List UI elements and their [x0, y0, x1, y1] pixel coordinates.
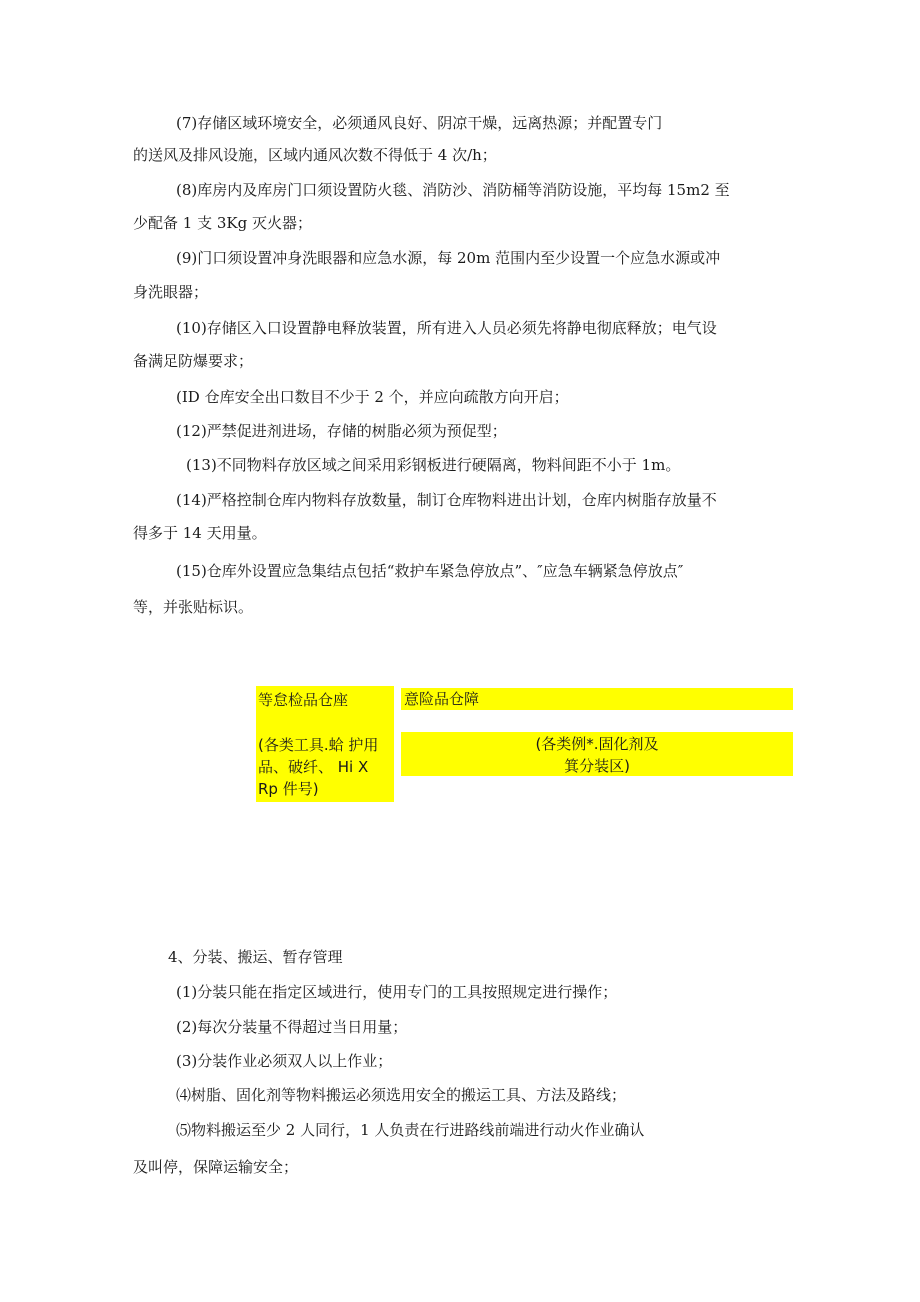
paragraph-line: 的送风及排风设施，区域内通风次数不得低于 4 次/h；: [133, 146, 497, 164]
paragraph-line: (8)库房内及库房门口须设置防火毯、消防沙、消防桶等消防设施，平均每 15m2 至: [176, 181, 730, 199]
paragraph-line: ⑸物料搬运至少 2 人同行，1 人负责在行进路线前端进行动火作业确认: [176, 1121, 645, 1139]
paragraph-line: (9)门口须设置冲身洗眼器和应急水源，每 20m 范围内至少设置一个应急水源或冲: [176, 249, 721, 267]
hazardous-warehouse-title: 意险品仓障: [404, 690, 480, 708]
paragraph-line: (13)不同物料存放区域之间采用彩钢板进行硬隔离，物料间距不小于 1m。: [186, 456, 681, 474]
paragraph-line: 备满足防爆要求；: [133, 352, 254, 370]
paragraph-line: (1)分装只能在指定区域进行，使用专门的工具按照规定进行操作；: [176, 983, 618, 1001]
paragraph-line: (3)分装作业必须双人以上作业；: [176, 1052, 393, 1070]
general-warehouse-desc-line: Rp 件号): [258, 780, 319, 798]
paragraph-line: (10)存储区入口设置静电释放装置，所有进入人员必须先将静电彻底释放；电气设: [176, 319, 717, 337]
general-warehouse-desc-line: 品、破纤、 Hi X: [258, 758, 369, 776]
paragraph-line: (15)仓库外设置应急集结点包括“救护车紧急停放点”、″应急车辆紧急停放点″: [176, 562, 684, 580]
paragraph-line: 身洗眼器；: [133, 283, 209, 301]
paragraph-line: 得多于 14 天用量。: [133, 524, 267, 542]
paragraph-line: (ID 仓库安全出口数目不少于 2 个，并应向疏散方向开启；: [176, 388, 569, 406]
paragraph-line: (14)严格控制仓库内物料存放数量，制订仓库物料进出计划，仓库内树脂存放量不: [176, 491, 717, 509]
paragraph-line: (12)严禁促进剂进场，存储的树脂必须为预促型；: [176, 422, 507, 440]
general-warehouse-title: 等怠检品仓座: [258, 691, 349, 709]
paragraph-line: ⑷树脂、固化剂等物料搬运必须选用安全的搬运工具、方法及路线；: [176, 1086, 627, 1104]
paragraph-line: (2)每次分装量不得超过当日用量；: [176, 1018, 408, 1036]
hazardous-warehouse-desc-line: (各类例*.固化剂及: [535, 735, 659, 753]
paragraph-line: (7)存储区域环境安全，必须通风良好、阴凉干燥，远离热源；并配置专门: [176, 114, 663, 132]
general-warehouse-desc-line: (各类工具.蛤 护用: [258, 736, 379, 754]
paragraph-line: 及叫停，保障运输安全；: [133, 1158, 299, 1176]
hazardous-warehouse-desc-line: 箕分装区): [564, 757, 630, 775]
section-heading: 4、分装、搬运、暂存管理: [168, 948, 343, 966]
paragraph-line: 少配备 1 支 3Kg 灭火器；: [133, 214, 312, 232]
paragraph-line: 等，并张贴标识。: [133, 598, 254, 616]
